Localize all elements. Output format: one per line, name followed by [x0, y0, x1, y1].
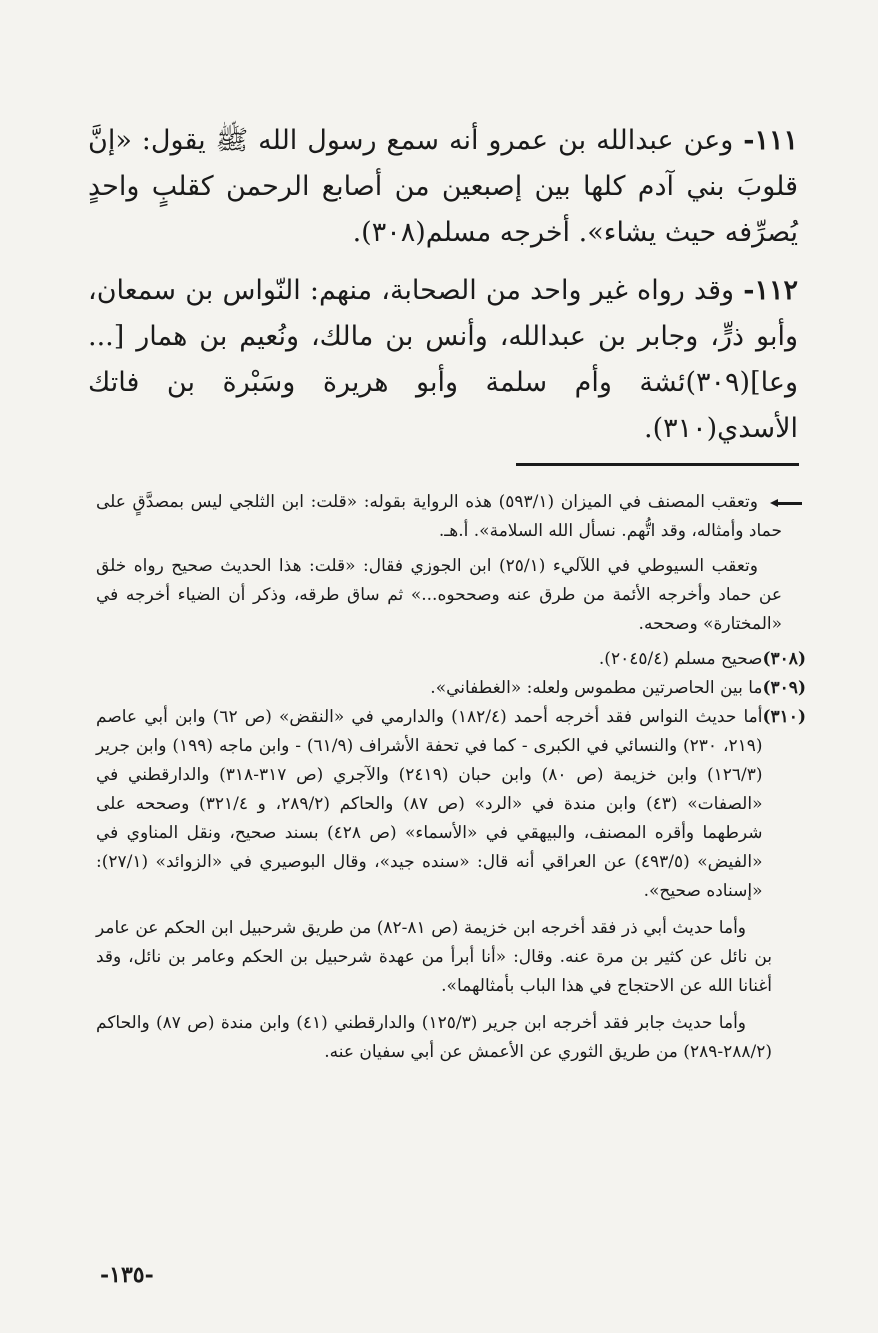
paragraph-text: وقد رواه غير واحد من الصحابة، منهم: النّواس بن سمعان، وأبو ذرٍّ، وجابر بن عبدالله، وأنس بن مالك، ونُعيم بن همار [... وعا](٣٠٩)ئشة وأم سلمة وأبو هريرة وسَبْرة بن فاتك الأسدي(٣١٠).: [88, 275, 798, 444]
footnote-308: [96, 645, 806, 674]
paragraph-111: [88, 118, 798, 256]
footnote-continuation: وتعقب السيوطي في اللآليء (٢٥/١) ابن الجوزي فقال: «قلت: هذا الحديث صحيح رواه خلق عن حماد وأخرجه الأئمة من طرق عنه وصححوه...» ثم ساق طرقه، وذكر أن الضياء أخرجه في «المختارة» وصححه.: [96, 556, 782, 634]
footnote-text: صحيح مسلم (٢٠٤٥/٤).: [598, 649, 763, 669]
footnote-paragraph: وأما حديث جابر فقد أخرجه ابن جرير (١٢٥/٣) والدارقطني (٤١) وابن مندة (ص ٨٧) والحاكم (٢٨٨/٢-٢٨٩) من طريق الثوري عن الأعمش عن أبي سفيان عنه.: [96, 1013, 772, 1062]
footnote-paragraph: وأما حديث أبي ذر فقد أخرجه ابن خزيمة (ص ٨١-٨٢) من طريق شرحبيل ابن الحكم عن عامر بن نائل عن كثير بن مرة عنه. وقال: «أنا أبرأ من عهدة شرحبيل بن الحكم وعامر بن نائل، وقد أغنانا الله عن الاحتجاج في هذا الباب بأمثالهما».: [96, 918, 772, 996]
page-number: -١٣٥-: [100, 1262, 154, 1288]
footnote-number: (٣١٠): [762, 707, 806, 727]
paragraph-112: [88, 268, 798, 452]
paragraph-number: ١١١-: [743, 125, 798, 156]
main-text: [88, 118, 798, 464]
paragraph-text: وعن عبدالله بن عمرو أنه سمع رسول الله ﷺ يقول: «إنَّ قلوبَ بني آدم كلها بين إصبعين من أصابع الرحمن كقلبٍ واحدٍ يُصرِّفه حيث يشاء». أخرجه مسلم(٣٠٨).: [88, 125, 798, 248]
footnotes: [96, 488, 806, 1067]
footnote-number: (٣٠٨): [762, 649, 806, 669]
footnote-continuation: وتعقب المصنف في الميزان (٥٩٣/١) هذه الرواية بقوله: «قلت: ابن الثلجي ليس بمصدَّقٍ على حماد وأمثاله، وقد اتُّهم. نسأل الله السلامة». أ.هـ.: [96, 492, 782, 541]
footnote-number: (٣٠٩): [762, 678, 806, 698]
footnote-text: ما بين الحاصرتين مطموس ولعله: «الغطفاني».: [430, 678, 763, 698]
paragraph-number: ١١٢-: [743, 275, 798, 306]
footnote-310: [96, 703, 806, 906]
footnote-text: أما حديث النواس فقد أخرجه أحمد (١٨٢/٤) والدارمي في «النقض» (ص ٦٢) وابن أبي عاصم (٢١٩، ٢٣٠) والنسائي في الكبرى - كما في تحفة الأشراف (٦١/٩) - وابن ماجه (١٩٩) وابن جرير (١٢٦/٣) وابن خزيمة (ص ٨٠) وابن حبان (٢٤١٩) والآجري (ص ٣١٧-٣١٨) والدارقطني في «الصفات» (٤٣) وابن مندة في «الرد» (ص ٨٧) والحاكم (٢٨٩/٢، و ٣٢١/٤) وصححه على شرطهما وأقره المصنف، والبيهقي في «الأسماء» (ص ٤٢٨) بسند صحيح، ونقل المناوي في «الفيض» (٤٩٣/٥) عن العراقي أنه قال: «سنده جيد»، وقال البوصيري في «الزوائد» (٢٧/١): «إسناده صحيح».: [96, 707, 763, 901]
footnote-309: [96, 674, 806, 703]
footnote-separator: [516, 463, 799, 466]
